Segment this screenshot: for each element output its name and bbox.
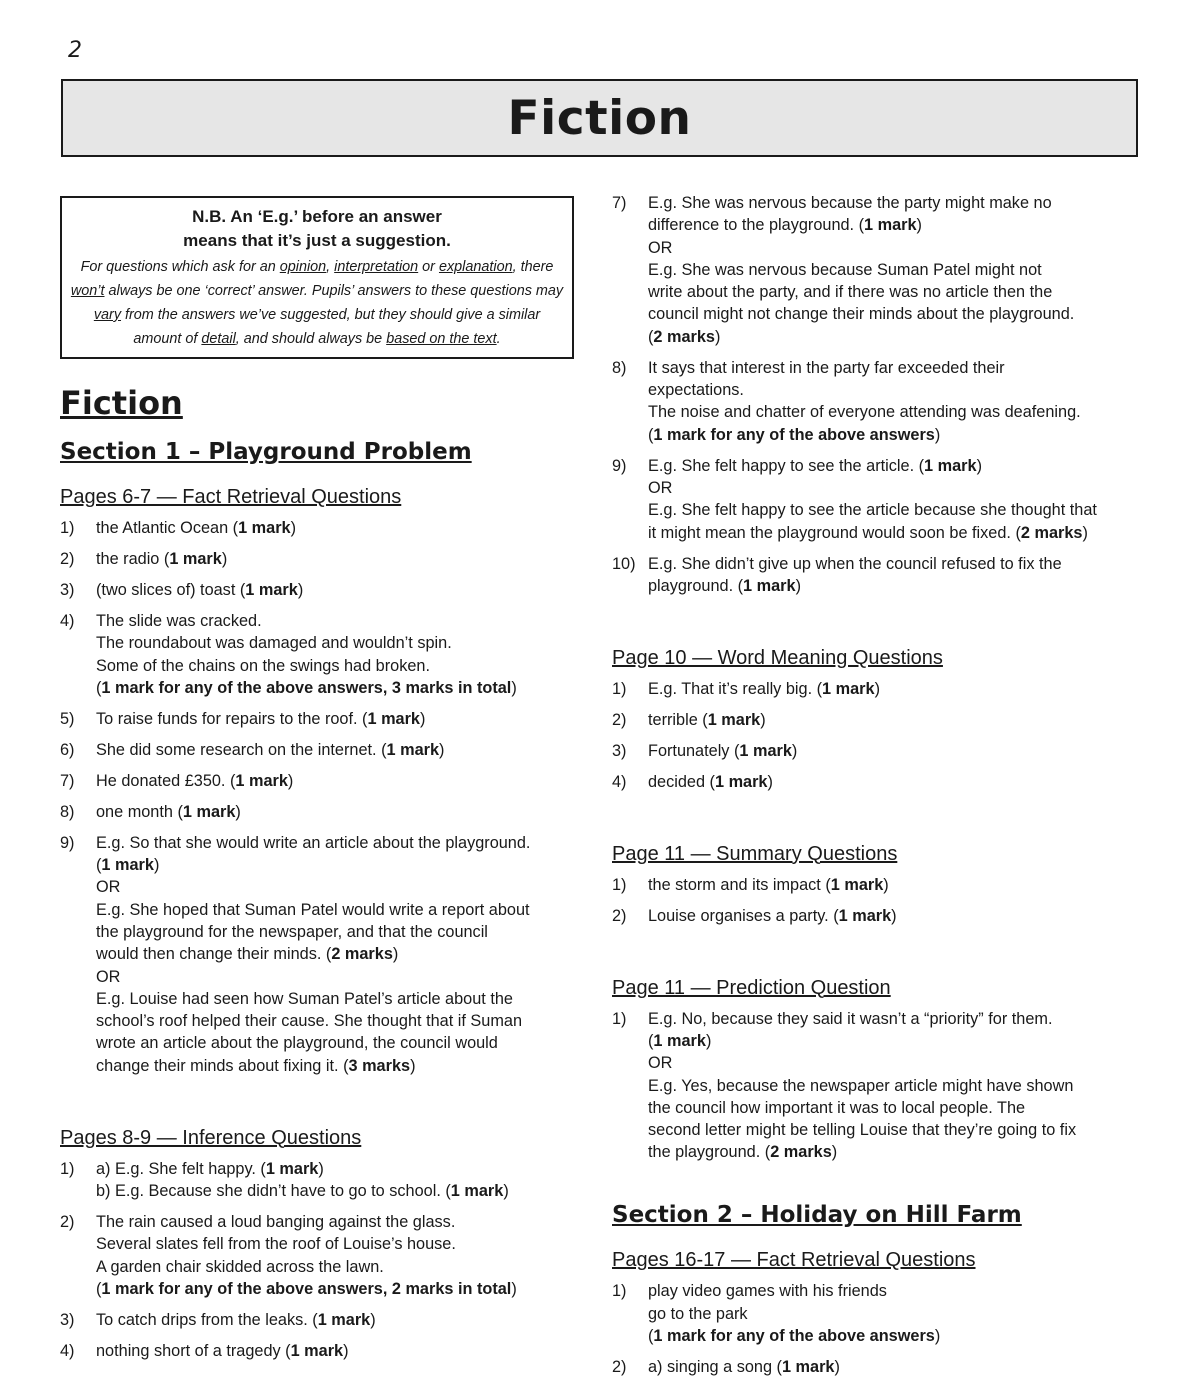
answer-number: 3) xyxy=(612,741,627,760)
answer-number: 4) xyxy=(60,1341,75,1360)
answer-number: 9) xyxy=(612,456,627,475)
question-group-heading: Page 10 — Word Meaning Questions xyxy=(612,646,943,669)
answer-item xyxy=(60,548,590,570)
answer-text: He donated £350. (1 mark) xyxy=(96,771,294,790)
answer-number: 10) xyxy=(612,554,636,573)
answer-number: 7) xyxy=(60,771,75,790)
answer-item xyxy=(612,1280,1152,1347)
page-title-banner xyxy=(61,79,1138,157)
answer-item xyxy=(60,770,590,792)
answer-number: 3) xyxy=(60,1310,75,1329)
answer-number: 8) xyxy=(612,358,627,377)
answer-item xyxy=(60,739,590,761)
answer-text: play video games with his friends go to the park (1 mark for any of the above answers) xyxy=(648,1282,941,1346)
answer-item xyxy=(612,357,1152,446)
answer-text: the storm and its impact (1 mark) xyxy=(648,875,889,894)
answer-item xyxy=(612,771,1152,793)
answer-number: 1) xyxy=(60,1159,75,1178)
answer-number: 1) xyxy=(612,1009,627,1028)
answer-text: Fortunately (1 mark) xyxy=(648,741,798,760)
answer-list xyxy=(612,874,1152,927)
nb-title-line2: means that it’s just a suggestion. xyxy=(183,231,451,250)
nb-title-line1: N.B. An ‘E.g.’ before an answer xyxy=(192,207,442,226)
section-2-heading: Section 2 – Holiday on Hill Farm xyxy=(612,1202,1022,1229)
answer-item xyxy=(60,1211,590,1300)
answer-text: a) E.g. She felt happy. (1 mark) b) E.g. Because she didn’t have to go to school. (1 mark) xyxy=(96,1159,509,1201)
answer-item xyxy=(612,678,1152,700)
answer-text: Louise organises a party. (1 mark) xyxy=(648,906,897,925)
answer-text: The slide was cracked. The roundabout was damaged and wouldn’t spin. Some of the chains on the swings had broken. (1 mark for any of the above answers, 3 marks in total) xyxy=(96,611,517,697)
answer-number: 2) xyxy=(612,906,627,925)
answer-item xyxy=(60,1340,590,1362)
answer-text: To catch drips from the leaks. (1 mark) xyxy=(96,1310,376,1329)
answer-item xyxy=(612,874,1152,896)
answer-item xyxy=(60,517,590,539)
answer-text: The rain caused a loud banging against the glass. Several slates fell from the roof of Louise’s house. A garden chair skidded across the lawn. (1 mark for any of the above answers, 2 marks in total) xyxy=(96,1213,517,1298)
section-2-group xyxy=(612,1246,1152,1378)
left-question-groups xyxy=(60,483,590,1362)
answer-text: the Atlantic Ocean (1 mark) xyxy=(96,519,297,537)
answer-number: 2) xyxy=(612,1358,627,1377)
answer-number: 5) xyxy=(60,709,75,728)
answer-item xyxy=(60,1309,590,1331)
answer-item xyxy=(60,610,590,699)
answer-text: E.g. So that she would write an article about the playground. (1 mark) OR E.g. She hoped that Suman Patel would write a report about the playground for the newspaper, and that the council would then change their minds. (2 marks) OR E.g. Louise had seen how Suman Patel’s article about the school’s roof helped their cause. She thought that if Suman wrote an article about the playground, the council would change their minds about fixing it. (3 marks) xyxy=(96,833,531,1075)
answer-number: 4) xyxy=(612,772,627,791)
answer-number: 1) xyxy=(612,875,627,894)
answer-list xyxy=(612,1008,1152,1164)
answer-list xyxy=(60,1158,590,1362)
page-number: 2 xyxy=(68,38,82,63)
answer-list xyxy=(612,678,1152,793)
answer-item xyxy=(612,553,1152,598)
answer-list xyxy=(612,1280,1152,1378)
answer-text: E.g. She felt happy to see the article. (1 mark) OR E.g. She felt happy to see the article because she thought that it might mean the playground would soon be fixed. (2 marks) xyxy=(648,456,1097,542)
answer-text: E.g. That it’s really big. (1 mark) xyxy=(648,679,880,698)
answer-text: terrible (1 mark) xyxy=(648,710,766,729)
page-title: Fiction xyxy=(507,90,692,146)
answer-number: 6) xyxy=(60,740,75,759)
answer-list xyxy=(60,517,590,1077)
answer-text: one month (1 mark) xyxy=(96,802,241,821)
section-1-heading: Section 1 – Playground Problem xyxy=(60,439,472,465)
answer-text: a) singing a song (1 mark) xyxy=(648,1358,840,1377)
inference-continued-list xyxy=(612,192,1152,597)
answer-number: 1) xyxy=(612,679,627,698)
question-group-heading: Pages 16-17 — Fact Retrieval Questions xyxy=(612,1249,976,1272)
right-question-groups xyxy=(612,606,1152,1164)
answer-text: nothing short of a tragedy (1 mark) xyxy=(96,1341,349,1360)
answer-item xyxy=(612,905,1152,927)
answer-text: She did some research on the internet. (1 mark) xyxy=(96,740,445,759)
answer-item xyxy=(612,740,1152,762)
answer-item xyxy=(60,801,590,823)
question-group-heading: Page 11 — Prediction Question xyxy=(612,976,891,999)
answer-item xyxy=(612,1008,1152,1164)
answer-number: 7) xyxy=(612,194,627,212)
answer-item xyxy=(60,1158,590,1203)
left-column xyxy=(60,196,590,1371)
question-group-heading: Page 11 — Summary Questions xyxy=(612,842,898,865)
answer-text: decided (1 mark) xyxy=(648,772,773,791)
answer-number: 1) xyxy=(612,1282,627,1301)
answer-text: It says that interest in the party far exceeded their expectations. The noise and chatter of everyone attending was deafening. (1 mark for any of the above answers) xyxy=(648,358,1081,444)
answer-text: E.g. She was nervous because the party might make no difference to the playground. (1 mark) OR E.g. She was nervous because Suman Patel might not write about the party, and if there was no article then the council might not change their minds about the playground. (2 marks) xyxy=(648,194,1075,346)
answer-text: E.g. No, because they said it wasn’t a “priority” for them. (1 mark) OR E.g. Yes, because the newspaper article might have shown the council how important it was to local people. The second letter might be telling Louise that they’re going to fix the playground. (2 marks) xyxy=(648,1009,1077,1162)
question-group-heading: Pages 8-9 — Inference Questions xyxy=(60,1126,362,1149)
nb-note-box xyxy=(60,196,574,359)
answer-item xyxy=(60,832,590,1077)
nb-body-text: For questions which ask for an opinion, interpretation or explanation, there won’t always be one ‘correct’ answer. Pupils’ answers to these questions may vary from the answers we’ve suggested, but they should give a similar amount of detail, and should always be based on the text. xyxy=(70,259,564,347)
answer-number: 2) xyxy=(60,549,75,568)
answer-number: 9) xyxy=(60,833,75,852)
answer-text: To raise funds for repairs to the roof. (1 mark) xyxy=(96,709,426,728)
answer-text: the radio (1 mark) xyxy=(96,549,228,568)
answer-number: 2) xyxy=(60,1213,75,1231)
fiction-heading: Fiction xyxy=(60,384,183,422)
answer-text: E.g. She didn’t give up when the council refused to fix the playground. (1 mark) xyxy=(648,554,1062,595)
answer-number: 2) xyxy=(612,710,627,729)
answer-text: (two slices of) toast (1 mark) xyxy=(96,580,304,599)
answer-item xyxy=(612,455,1152,544)
answer-number: 4) xyxy=(60,611,75,630)
answer-item xyxy=(612,1356,1152,1378)
question-group-heading: Pages 6-7 — Fact Retrieval Questions xyxy=(60,486,402,508)
right-column xyxy=(612,192,1152,1387)
answer-item xyxy=(612,192,1152,348)
answer-item xyxy=(60,579,590,601)
answer-number: 1) xyxy=(60,519,75,537)
answer-number: 3) xyxy=(60,580,75,599)
answer-number: 8) xyxy=(60,802,75,821)
answer-item xyxy=(612,709,1152,731)
answer-item xyxy=(60,708,590,730)
